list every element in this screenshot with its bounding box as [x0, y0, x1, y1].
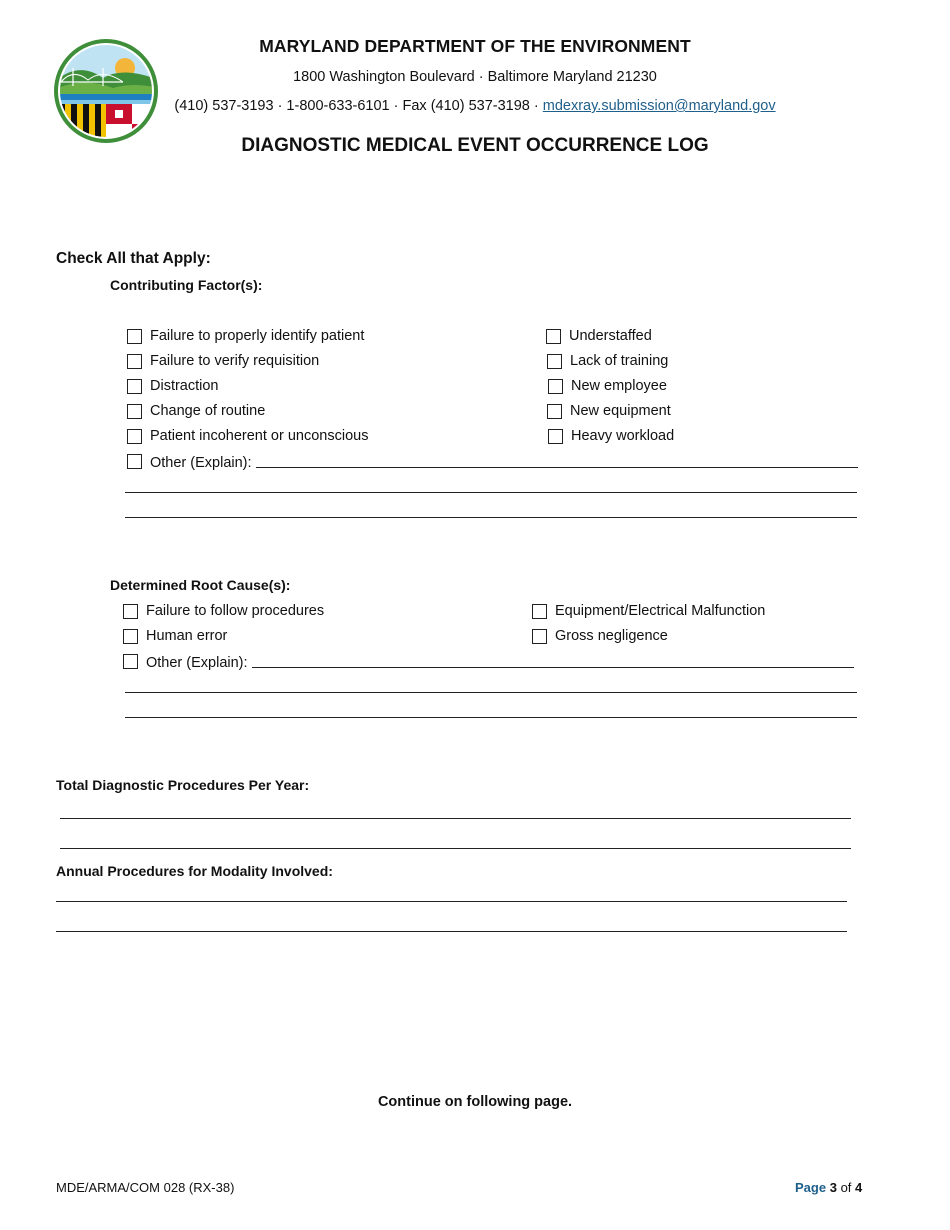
contributing-other-row: Other (Explain):: [127, 451, 858, 471]
continue-note: Continue on following page.: [377, 1094, 573, 1110]
explain-field[interactable]: [252, 667, 854, 668]
checkbox[interactable]: [547, 354, 562, 369]
contributing-item: Patient incoherent or unconscious: [127, 426, 368, 446]
root-cause-item: Equipment/Electrical Malfunction: [532, 601, 765, 621]
checkbox[interactable]: [548, 379, 563, 394]
total-procedures-label: Total Diagnostic Procedures Per Year:: [56, 777, 310, 793]
checkbox[interactable]: [127, 379, 142, 394]
checkbox[interactable]: [532, 604, 547, 619]
annual-modality-line[interactable]: [56, 931, 847, 932]
total-procedures-line[interactable]: [60, 848, 851, 849]
contributing-item: New employee: [548, 376, 667, 396]
contributing-item: New equipment: [547, 401, 671, 421]
organization-name: MARYLAND DEPARTMENT OF THE ENVIRONMENT: [259, 36, 691, 56]
contact-phones: (410) 537-3193 · 1-800-633-6101 · Fax (410) 537-3198 ·: [174, 98, 543, 114]
contributing-item: Lack of training: [547, 351, 668, 371]
contributing-item: Distraction: [127, 376, 219, 396]
contributing-item: Failure to verify requisition: [127, 351, 319, 371]
checkbox[interactable]: [546, 329, 561, 344]
checkbox[interactable]: [127, 354, 142, 369]
checkbox[interactable]: [123, 654, 138, 669]
explain-line[interactable]: [125, 692, 857, 693]
form-code: MDE/ARMA/COM 028 (RX-38): [56, 1180, 235, 1195]
explain-line[interactable]: [125, 517, 857, 518]
checkbox[interactable]: [123, 629, 138, 644]
contributing-item: Failure to properly identify patient: [127, 326, 364, 346]
checkbox[interactable]: [127, 404, 142, 419]
explain-line[interactable]: [125, 717, 857, 718]
root-cause-item: Gross negligence: [532, 626, 668, 646]
contributing-item: Change of routine: [127, 401, 265, 421]
root-cause-other-row: Other (Explain):: [123, 651, 854, 671]
organization-address: 1800 Washington Boulevard · Baltimore Maryland 21230: [293, 69, 657, 85]
checkbox[interactable]: [127, 429, 142, 444]
checkbox[interactable]: [123, 604, 138, 619]
root-cause-item: Human error: [123, 626, 227, 646]
checkbox[interactable]: [532, 629, 547, 644]
annual-modality-line[interactable]: [56, 901, 847, 902]
checkbox[interactable]: [547, 404, 562, 419]
contributing-item: Heavy workload: [548, 426, 674, 446]
contributing-factors-heading: Contributing Factor(s):: [110, 277, 263, 293]
document-title: DIAGNOSTIC MEDICAL EVENT OCCURRENCE LOG: [241, 135, 709, 156]
explain-line[interactable]: [125, 492, 857, 493]
check-all-heading: Check All that Apply:: [56, 250, 211, 267]
contributing-item: Understaffed: [546, 326, 652, 346]
total-procedures-line[interactable]: [60, 818, 851, 819]
root-cause-item: Failure to follow procedures: [123, 601, 324, 621]
checkbox[interactable]: [548, 429, 563, 444]
root-cause-heading: Determined Root Cause(s):: [110, 577, 291, 593]
checkbox[interactable]: [127, 454, 142, 469]
checkbox[interactable]: [127, 329, 142, 344]
organization-contact: [0, 98, 950, 114]
email-link[interactable]: mdexray.submission@maryland.gov: [542, 98, 776, 114]
explain-field[interactable]: [256, 467, 858, 468]
page-number: Page 3 of 4: [795, 1180, 863, 1195]
annual-modality-label: Annual Procedures for Modality Involved:: [56, 863, 333, 879]
